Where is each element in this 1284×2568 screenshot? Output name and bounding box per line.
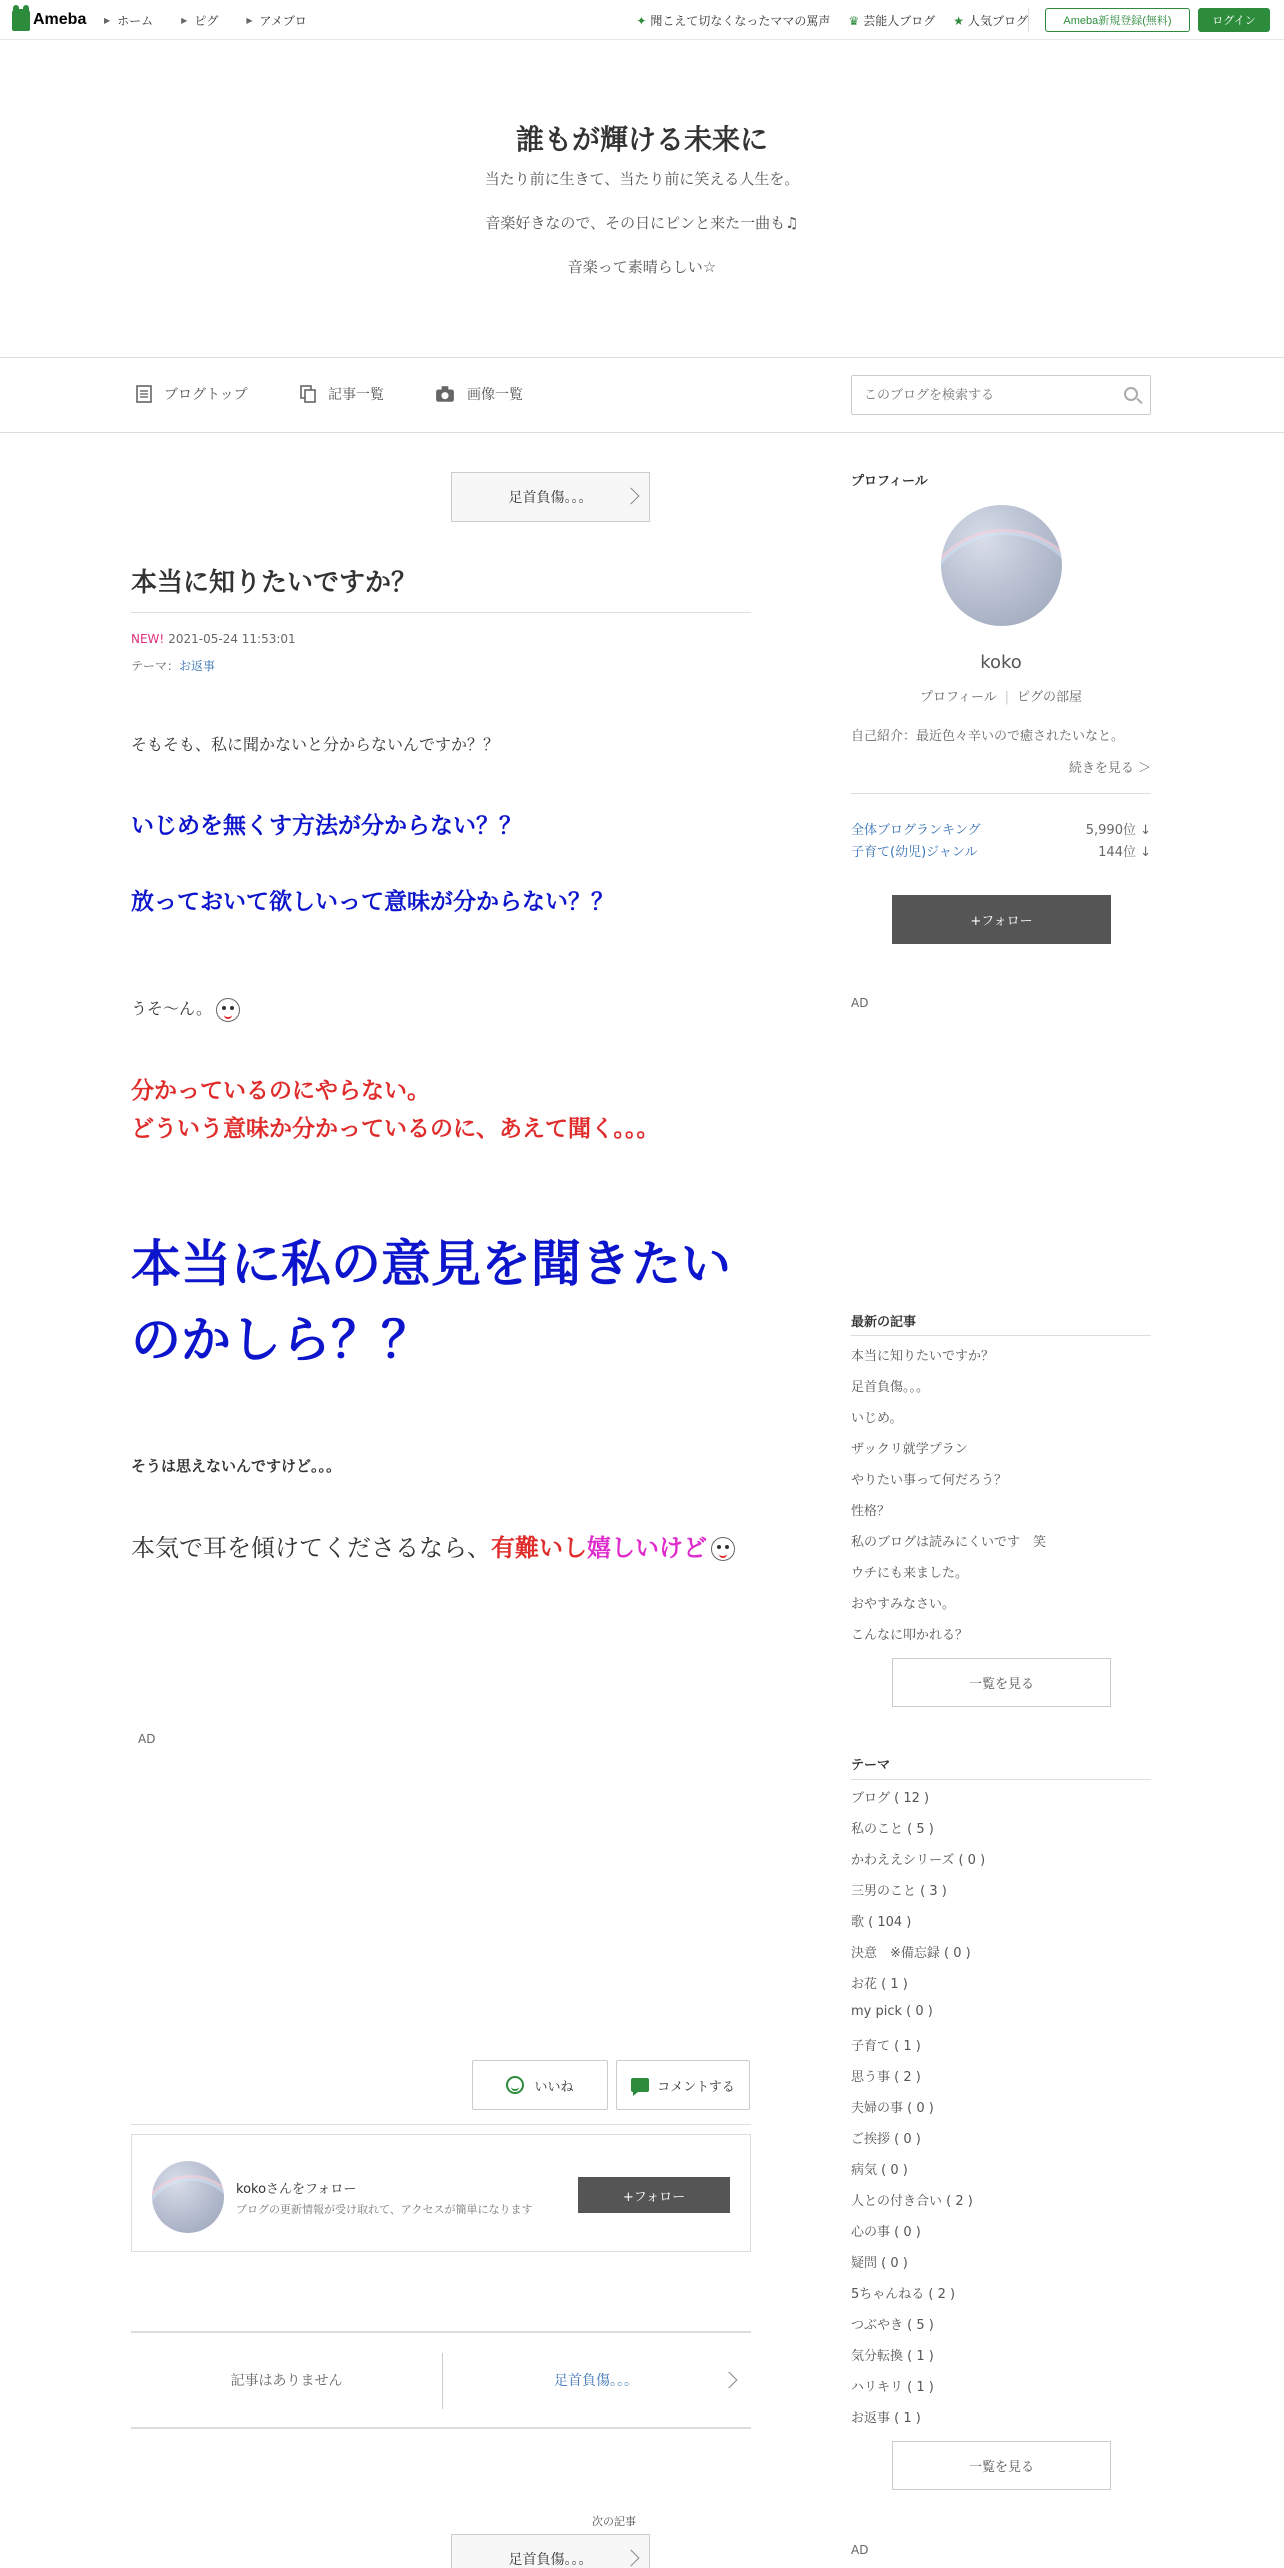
latest-article-link[interactable]: 私のブログは読みにくいです 笑: [851, 1535, 1047, 1550]
ranking-row: [851, 819, 1151, 838]
ameba-logo-text: Ameba: [33, 11, 87, 28]
entry-paragraph: うそ〜ん。: [131, 996, 240, 1022]
copy-icon: [300, 385, 316, 403]
new-badge: NEW!: [131, 632, 165, 646]
read-more-link[interactable]: 続きを見る ＞: [1068, 761, 1151, 776]
caret-right-icon: ▶: [181, 16, 188, 25]
ad-label: AD: [851, 996, 869, 1010]
entry-meta: [131, 632, 296, 646]
follow-button[interactable]: +フォロー: [578, 2177, 730, 2213]
blog-title[interactable]: 誰もが輝ける未来に: [515, 123, 768, 156]
emoji-face-icon: [711, 1537, 735, 1561]
profile-link[interactable]: プロフィール: [919, 690, 997, 705]
divider: [851, 1335, 1151, 1336]
entry-paragraph: そもそも、私に聞かないと分からないんですか？？: [131, 735, 500, 754]
featured-topic-link[interactable]: ✦ 聞こえて切なくなったママの罵声: [636, 13, 831, 28]
blog-top-link[interactable]: ブログトップ: [136, 384, 248, 404]
theme-link[interactable]: 病気 ( 0 ): [851, 2163, 908, 2178]
profile-heading: プロフィール: [851, 474, 928, 489]
login-button[interactable]: ログイン: [1198, 8, 1270, 32]
blog-header: [0, 40, 1284, 358]
ranking-row: [851, 841, 1151, 860]
theme-link[interactable]: 私のこと ( 5 ): [851, 1822, 934, 1837]
star-icon: ★: [953, 13, 964, 28]
theme-link[interactable]: ご挨拶 ( 0 ): [851, 2132, 921, 2147]
theme-heading: テーマ: [851, 1758, 891, 1773]
overall-ranking-link[interactable]: 全体ブログランキング: [851, 823, 981, 838]
entry-paragraph: 本気で耳を傾けてくださるなら、有難いし嬉しいけど: [131, 1528, 735, 1563]
nav-pigg-link[interactable]: ▶ ピグ: [181, 14, 219, 28]
featured-links: [618, 12, 1028, 29]
profile-avatar[interactable]: [941, 505, 1062, 626]
avatar[interactable]: [152, 2161, 224, 2233]
entry-paragraph: 本当に私の意見を聞きたいのかしら？？: [131, 1235, 731, 1369]
latest-article-link[interactable]: おやすみなさい。: [851, 1597, 956, 1612]
ameba-logo[interactable]: [12, 9, 86, 31]
ameba-logo-icon: [12, 9, 30, 31]
ad-label: AD: [138, 1732, 156, 1746]
theme-link[interactable]: ハリキリ ( 1 ): [851, 2380, 934, 2395]
comment-button[interactable]: コメントする: [616, 2060, 750, 2110]
nav-home-link[interactable]: ▶ ホーム: [104, 14, 154, 28]
theme-link[interactable]: お花 ( 1 ): [851, 1977, 908, 1992]
theme-link[interactable]: my pick ( 0 ): [851, 2004, 933, 2019]
caret-right-icon: ▶: [246, 16, 253, 25]
entry-paragraph: そうは思えないんですけど。。。: [131, 1457, 342, 1475]
theme-link[interactable]: 心の事 ( 0 ): [851, 2225, 921, 2240]
entry-paragraph: いじめを無くす方法が分からない？？: [131, 813, 522, 839]
latest-article-link[interactable]: 足首負傷。。。: [851, 1380, 930, 1395]
genre-ranking-link[interactable]: 子育て(幼児)ジャンル: [851, 845, 978, 860]
entry-theme-link[interactable]: お返事: [179, 659, 216, 673]
sparkle-icon: ✦: [636, 13, 647, 28]
divider: [131, 2124, 751, 2125]
theme-link[interactable]: 歌 ( 104 ): [851, 1915, 912, 1930]
latest-article-link[interactable]: ザックリ就学プラン: [851, 1442, 968, 1457]
blog-description-line: 当たり前に生きて、当たり前に笑える人生を。: [484, 170, 800, 188]
register-button[interactable]: Ameba新規登録(無料): [1045, 8, 1190, 32]
profile-links: プロフィール | ピグの部屋: [919, 690, 1083, 705]
theme-link[interactable]: 夫婦の事 ( 0 ): [851, 2101, 934, 2116]
celebrity-blog-link[interactable]: ♛ 芸能人ブログ: [848, 13, 936, 28]
chevron-right-icon: [623, 2550, 640, 2567]
search-icon[interactable]: [1124, 387, 1138, 401]
latest-article-link[interactable]: いじめ。: [851, 1411, 903, 1426]
theme-link[interactable]: 子育て ( 1 ): [851, 2039, 921, 2054]
nav-ameblo-link[interactable]: ▶ アメブロ: [246, 14, 307, 28]
no-prev-article: 記事はありません: [230, 2373, 343, 2389]
blog-search: [851, 375, 1151, 415]
theme-link[interactable]: 気分転換 ( 1 ): [851, 2349, 934, 2364]
theme-link[interactable]: 三男のこと ( 3 ): [851, 1884, 947, 1899]
profile-name[interactable]: koko: [980, 652, 1022, 673]
entry-date: 2021-05-24 11:53:01: [168, 632, 296, 646]
theme-link[interactable]: つぶやき ( 5 ): [851, 2318, 934, 2333]
emoji-face-icon: [216, 998, 240, 1022]
follow-card-description: ブログの更新情報が受け取れて、アクセスが簡単になります: [236, 2203, 533, 2216]
latest-more-button[interactable]: 一覧を見る: [892, 1658, 1111, 1707]
theme-link[interactable]: ブログ ( 12 ): [851, 1791, 930, 1806]
latest-article-link[interactable]: 本当に知りたいですか？: [851, 1349, 995, 1364]
divider: [851, 793, 1151, 794]
header-divider: [1028, 8, 1029, 32]
comment-icon: [631, 2078, 649, 2092]
caret-right-icon: ▶: [104, 16, 111, 25]
blog-description-line: 音楽って素晴らしい☆: [567, 258, 717, 276]
popular-blog-link[interactable]: ★ 人気ブログ: [953, 13, 1028, 28]
theme-more-button[interactable]: 一覧を見る: [892, 2441, 1111, 2490]
divider: [131, 612, 751, 613]
ranking-value: 5,990位 ↓: [1085, 823, 1151, 838]
follow-card-title: kokoさんをフォロー: [236, 2182, 357, 2197]
article-list-link[interactable]: 記事一覧: [300, 384, 384, 404]
blog-search-input[interactable]: [852, 376, 1102, 414]
sidebar-follow-button[interactable]: +フォロー: [892, 895, 1111, 944]
blog-nav: [0, 357, 1284, 433]
blog-description-line: 音楽好きなので、その日にピンと来た一曲も♫: [485, 214, 799, 232]
ranking-value: 144位 ↓: [1098, 845, 1151, 860]
article-pager: [131, 2331, 751, 2429]
follow-card: [131, 2134, 751, 2252]
theme-link[interactable]: 決意 ※備忘録 ( 0 ): [851, 1946, 971, 1961]
smile-icon: [506, 2076, 524, 2094]
ad-label: AD: [851, 2543, 869, 2557]
theme-link[interactable]: 思う事 ( 2 ): [851, 2070, 921, 2085]
latest-article-link[interactable]: やりたい事って何だろう？: [851, 1473, 1008, 1488]
theme-link[interactable]: 人との付き合い ( 2 ): [851, 2194, 973, 2209]
entry-title[interactable]: 本当に知りたいですか？: [131, 568, 418, 598]
entry-theme: テーマ：お返事: [131, 659, 216, 673]
divider: [851, 1779, 1151, 1780]
like-button[interactable]: いいね: [472, 2060, 608, 2110]
chevron-right-icon: [623, 488, 640, 505]
chevron-right-icon: [721, 2372, 738, 2389]
next-article-button[interactable]: 足首負傷。。。: [451, 2534, 650, 2568]
global-header: [0, 0, 1284, 40]
theme-link[interactable]: 5ちゃんねる ( 2 ): [851, 2287, 956, 2302]
camera-icon: [435, 385, 455, 403]
entry-paragraph: 分かっているのにやらない。 どういう意味か分かっているのに、あえて聞く。。。: [131, 1078, 660, 1142]
latest-articles-heading: 最新の記事: [851, 1315, 917, 1330]
latest-article-link[interactable]: こんなに叩かれる？: [851, 1628, 969, 1643]
crown-icon: ♛: [848, 13, 860, 28]
next-article-link[interactable]: 足首負傷。。。: [443, 2333, 749, 2427]
prev-article-button[interactable]: 足首負傷。。。: [451, 472, 650, 522]
theme-link[interactable]: お返事 ( 1 ): [851, 2411, 921, 2426]
profile-intro: 自己紹介：最近色々辛いので癒されたいなと。: [851, 729, 1125, 744]
global-nav: [104, 12, 335, 29]
theme-link[interactable]: かわええシリーズ ( 0 ): [851, 1853, 986, 1868]
document-icon: [136, 385, 152, 403]
pig-room-link[interactable]: ピグの部屋: [1017, 690, 1083, 705]
latest-article-link[interactable]: 性格？: [851, 1504, 891, 1519]
latest-article-link[interactable]: ウチにも来ました。: [851, 1566, 969, 1581]
theme-link[interactable]: 疑問 ( 0 ): [851, 2256, 908, 2271]
image-list-link[interactable]: 画像一覧: [435, 384, 523, 404]
next-article-label: 次の記事: [592, 2515, 636, 2528]
entry-paragraph: 放っておいて欲しいって意味が分からない？？: [131, 889, 614, 915]
